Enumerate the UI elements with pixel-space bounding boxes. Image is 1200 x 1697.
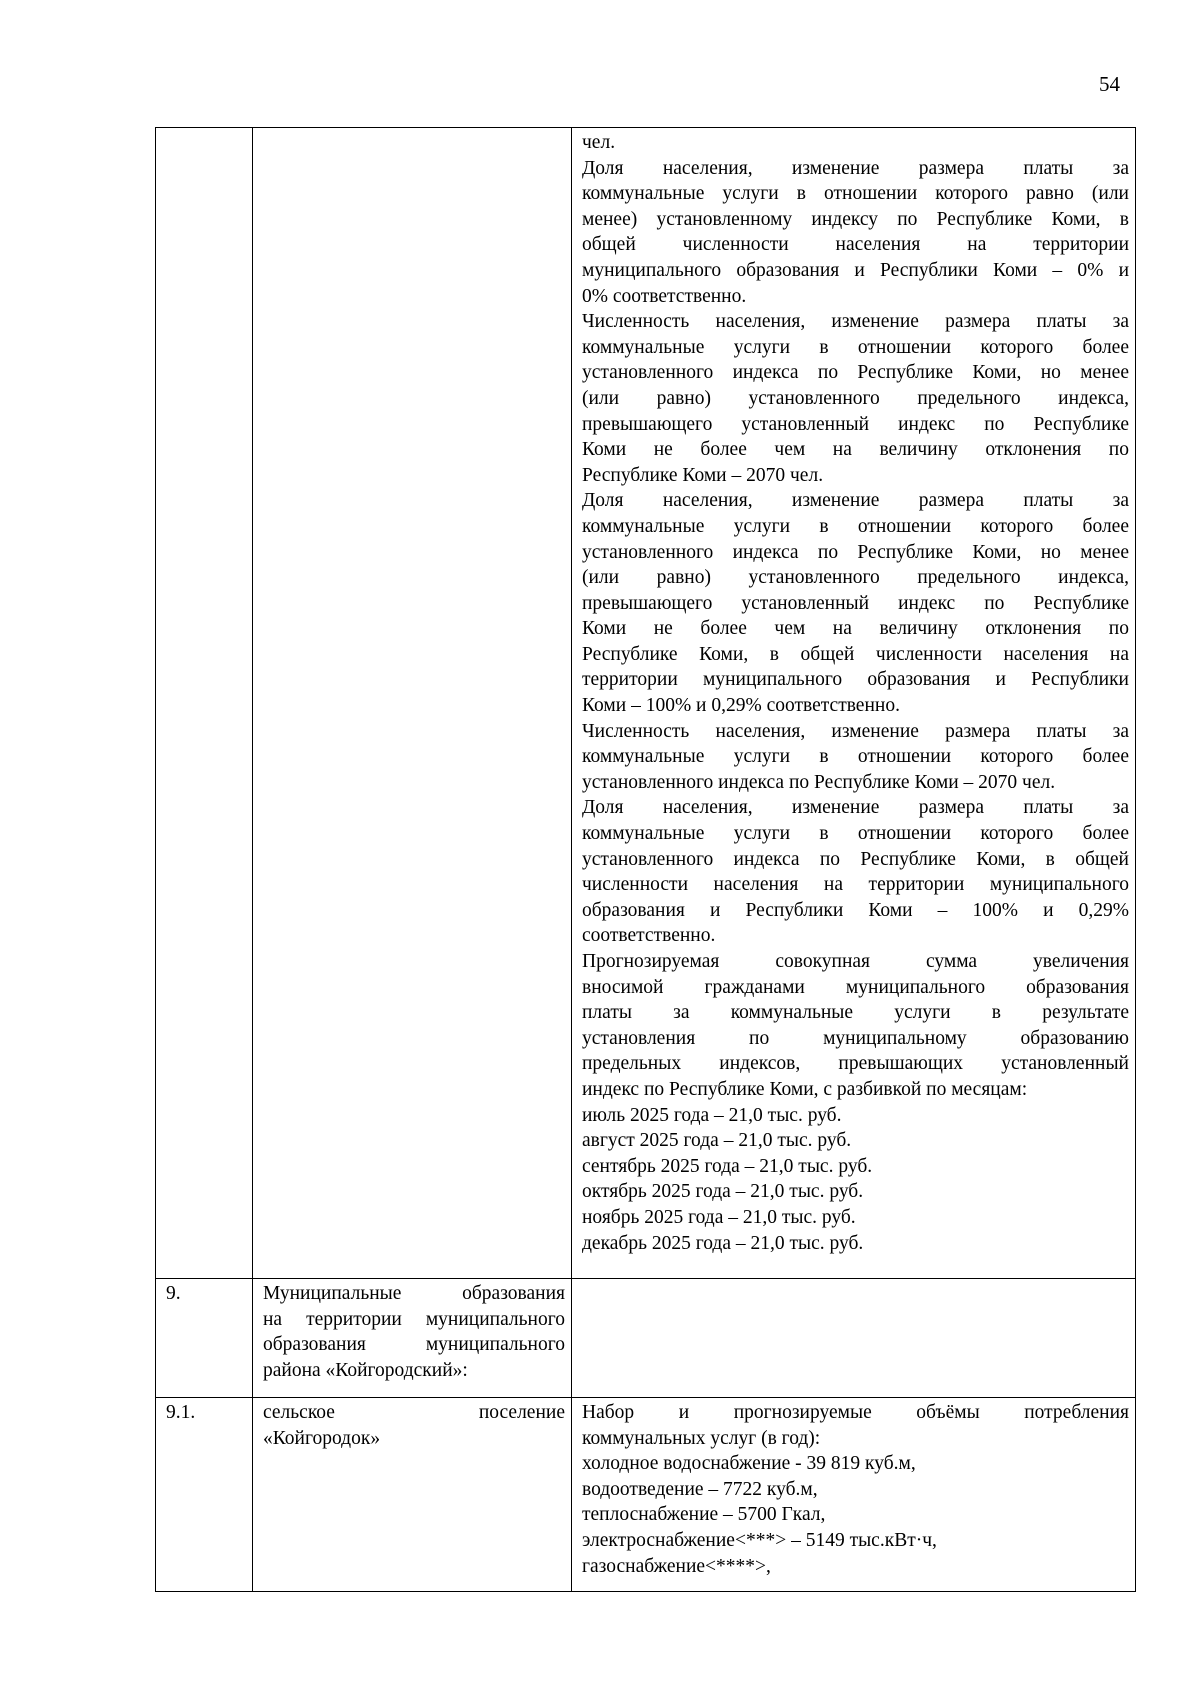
row-number-cell: 9.1. — [156, 1398, 253, 1592]
description-text-line: соответственно. — [582, 925, 716, 947]
description-text-line: газоснабжение<****>, — [582, 1555, 771, 1577]
description-text-line: Коми не более чем на величину отклонения по — [582, 618, 1129, 640]
description-text-line: Коми не более чем на величину отклонения по — [582, 439, 1129, 461]
description-text-line: установленного индекса по Республике Коми, но менее — [582, 362, 1129, 384]
description-text-line: Доля населения, изменение размера платы за — [582, 797, 1129, 819]
description-text-line: (или равно) установленного предельного индекса, — [582, 387, 1129, 409]
description-text-line: Республике Коми – 2070 чел. — [582, 464, 824, 486]
description-text-line: Коми – 100% и 0,29% соответственно. — [582, 695, 900, 717]
row-number-cell: 9. — [156, 1279, 253, 1398]
name-text-line: сельское поселение — [263, 1402, 565, 1423]
description-text-line: водоотведение – 7722 куб.м, — [582, 1478, 818, 1500]
description-text-line: муниципального образования и Республики Коми – 0% и — [582, 259, 1129, 281]
description-text-line: установленного индекса по Республике Коми, в общей — [582, 848, 1129, 870]
description-text-line: превышающего установленный индекс по Республике — [582, 592, 1129, 614]
description-text-line: установления по муниципальному образованию — [582, 1027, 1129, 1049]
description-text-line: сентябрь 2025 года – 21,0 тыс. руб. — [582, 1155, 873, 1177]
description-text-line: превышающего установленный индекс по Республике — [582, 413, 1129, 435]
row-number-cell — [156, 128, 253, 1279]
name-text-line: Муниципальные образования — [263, 1283, 565, 1304]
description-text-line: теплоснабжение – 5700 Гкал, — [582, 1504, 826, 1526]
description-text-line: менее) установленному индексу по Республике Коми, в — [582, 208, 1129, 230]
description-text-line: июль 2025 года – 21,0 тыс. руб. — [582, 1104, 842, 1126]
description-text-line: коммунальные услуги в отношении которого равно (или — [582, 183, 1129, 205]
description-text-line: образования и Республики Коми – 100% и 0,29% — [582, 899, 1129, 921]
description-text-line: коммунальные услуги в отношении которого более — [582, 823, 1129, 845]
description-text-line: Численность населения, изменение размера платы за — [582, 720, 1129, 742]
description-text-line: август 2025 года – 21,0 тыс. руб. — [582, 1130, 852, 1152]
description-text-line: установленного индекса по Республике Коми – 2070 чел. — [582, 771, 1056, 793]
description-text-line: вносимой гражданами муниципального образования — [582, 976, 1129, 998]
name-text-line: на территории муниципального — [263, 1308, 565, 1330]
row-name-cell — [253, 1279, 572, 1398]
description-text-line: установленного индекса по Республике Коми, но менее — [582, 541, 1129, 563]
table-row — [156, 128, 1136, 1279]
description-text-line: ноябрь 2025 года – 21,0 тыс. руб. — [582, 1206, 856, 1228]
description-text-line: октябрь 2025 года – 21,0 тыс. руб. — [582, 1181, 864, 1203]
description-text-line: Доля населения, изменение размера платы за — [582, 490, 1129, 512]
row-description-cell — [572, 128, 1136, 1279]
description-text-line: Численность населения, изменение размера платы за — [582, 311, 1129, 333]
row-name-cell — [253, 128, 572, 1279]
table-row — [156, 1398, 1136, 1592]
row-description-cell — [572, 1398, 1136, 1592]
description-text-line: территории муниципального образования и Республики — [582, 669, 1129, 691]
description-text-line: электроснабжение<***> – 5149 тыс.кВт·ч, — [582, 1529, 937, 1551]
description-text-line: численности населения на территории муниципального — [582, 874, 1129, 896]
page-number: 54 — [1099, 72, 1120, 96]
row-name-cell — [253, 1398, 572, 1592]
row-description-cell — [572, 1279, 1136, 1398]
description-text-line: предельных индексов, превышающих установленный — [582, 1053, 1129, 1075]
name-text-line: района «Койгородский»: — [263, 1359, 468, 1381]
description-text-line: общей численности населения на территории — [582, 234, 1129, 256]
description-text-line: чел. — [582, 132, 616, 153]
description-text-line: декабрь 2025 года – 21,0 тыс. руб. — [582, 1232, 864, 1254]
description-text-line: Республике Коми, в общей численности населения на — [582, 643, 1129, 665]
description-text-line: Доля населения, изменение размера платы за — [582, 157, 1129, 179]
name-text-line: образования муниципального — [263, 1334, 565, 1356]
description-text-line: индекс по Республике Коми, с разбивкой по месяцам: — [582, 1078, 1028, 1100]
description-text-line: коммунальных услуг (в год): — [582, 1427, 821, 1449]
description-text-line: Набор и прогнозируемые объёмы потребления — [582, 1402, 1129, 1423]
description-text-line: (или равно) установленного предельного индекса, — [582, 567, 1129, 589]
description-text-line: коммунальные услуги в отношении которого более — [582, 336, 1129, 358]
table-row — [156, 1279, 1136, 1398]
description-text-line: коммунальные услуги в отношении которого более — [582, 746, 1129, 768]
description-text-line: платы за коммунальные услуги в результате — [582, 1002, 1129, 1024]
description-text-line: холодное водоснабжение - 39 819 куб.м, — [582, 1453, 916, 1475]
description-text-line: Прогнозируемая совокупная сумма увеличения — [582, 951, 1129, 972]
document-table — [155, 127, 1136, 1592]
description-text-line: 0% соответственно. — [582, 285, 747, 307]
description-text-line: коммунальные услуги в отношении которого более — [582, 515, 1129, 537]
name-text-line: «Койгородок» — [263, 1427, 381, 1449]
